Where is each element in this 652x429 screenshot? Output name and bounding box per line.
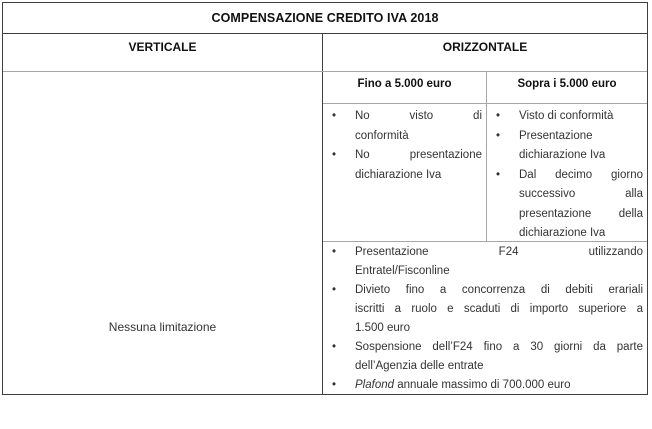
bullet-line: Dal decimo giorno: [519, 168, 643, 181]
header-verticale-label: VERTICALE: [128, 40, 197, 54]
bullet-line: dichiarazione Iva: [519, 227, 606, 239]
bullet-item: [493, 127, 643, 166]
bullet-icon: •: [496, 168, 501, 181]
bullet-item: [329, 243, 643, 281]
bullet-text: [519, 127, 643, 166]
cell-verticale-value: [3, 72, 323, 394]
bullet-line: Entratel/Fisconline: [355, 265, 450, 277]
bullet-item: [493, 166, 643, 242]
bullet-icon: •: [332, 149, 337, 161]
bullet-line: presentazione della: [519, 207, 643, 220]
bullet-item: [329, 338, 643, 376]
bullet-icon: •: [332, 341, 337, 353]
cell-fino-5000-bullets: [323, 104, 487, 241]
bullet-line: iscritti a ruolo e scaduti di importo superiore a: [355, 303, 643, 315]
bullet-line: 1.500 euro: [355, 322, 410, 334]
table-body: [3, 72, 647, 394]
bullet-text: [355, 243, 643, 281]
bullet-icon: •: [332, 284, 337, 296]
subcolumns-bullets-row: [323, 104, 647, 242]
bullet-icon: •: [332, 379, 337, 391]
bullet-line: dell’Agenzia delle entrate: [355, 360, 484, 372]
cell-common-rules-bullets: [323, 242, 647, 394]
bullet-icon: •: [496, 110, 501, 122]
cell-sopra-5000-bullets: [487, 104, 647, 241]
table-title: COMPENSAZIONE CREDITO IVA 2018: [211, 11, 439, 25]
header-orizzontale: [323, 34, 647, 71]
bullet-text: [519, 107, 643, 127]
bullet-line: dichiarazione Iva: [355, 168, 442, 181]
bullet-line: Plafond annuale massimo di 700.000 euro: [355, 379, 571, 391]
verticale-value-text: Nessuna limitazione: [108, 320, 217, 334]
column-header-row: [3, 34, 647, 72]
orizzontale-section: [323, 72, 647, 394]
bullet-text: [355, 146, 482, 185]
subheader-fino-5000: Fino a 5.000 euro: [323, 72, 487, 103]
bullet-icon: •: [496, 129, 501, 142]
bullet-line: successivo alla: [519, 188, 643, 200]
bullet-line: Divieto fino a concorrenza di debiti erariali: [355, 284, 643, 296]
bullet-line: No presentazione: [355, 149, 482, 161]
bullet-icon: •: [332, 246, 337, 258]
bullet-text: [355, 281, 643, 338]
bullet-line: Visto di conformità: [519, 110, 614, 122]
bullet-line: Presentazione: [519, 129, 593, 142]
bullet-item: [329, 146, 482, 185]
subheader-row: [323, 72, 647, 104]
bullet-text: [355, 338, 643, 376]
subheader-sopra-5000: Sopra i 5.000 euro: [517, 78, 617, 90]
bullet-icon: •: [332, 110, 337, 122]
header-orizzontale-label: ORIZZONTALE: [442, 40, 528, 54]
table-title-row: [3, 3, 647, 34]
bullet-line: conformità: [355, 129, 409, 142]
bullet-item: [493, 107, 643, 127]
bullet-text: [355, 376, 643, 394]
bullet-line: Sospensione dell’F24 fino a 30 giorni da parte: [355, 341, 643, 353]
header-verticale: [3, 34, 323, 71]
bullet-line: No visto di: [355, 110, 482, 122]
bullet-item: [329, 281, 643, 338]
bullet-text: [519, 166, 643, 242]
bullet-line: dichiarazione Iva: [519, 149, 606, 161]
iva-compensation-table: [2, 2, 648, 395]
bullet-item: [329, 376, 643, 394]
bullet-text: [355, 107, 482, 146]
bullet-item: [329, 107, 482, 146]
bullet-line: Presentazione F24 utilizzando: [355, 246, 643, 258]
